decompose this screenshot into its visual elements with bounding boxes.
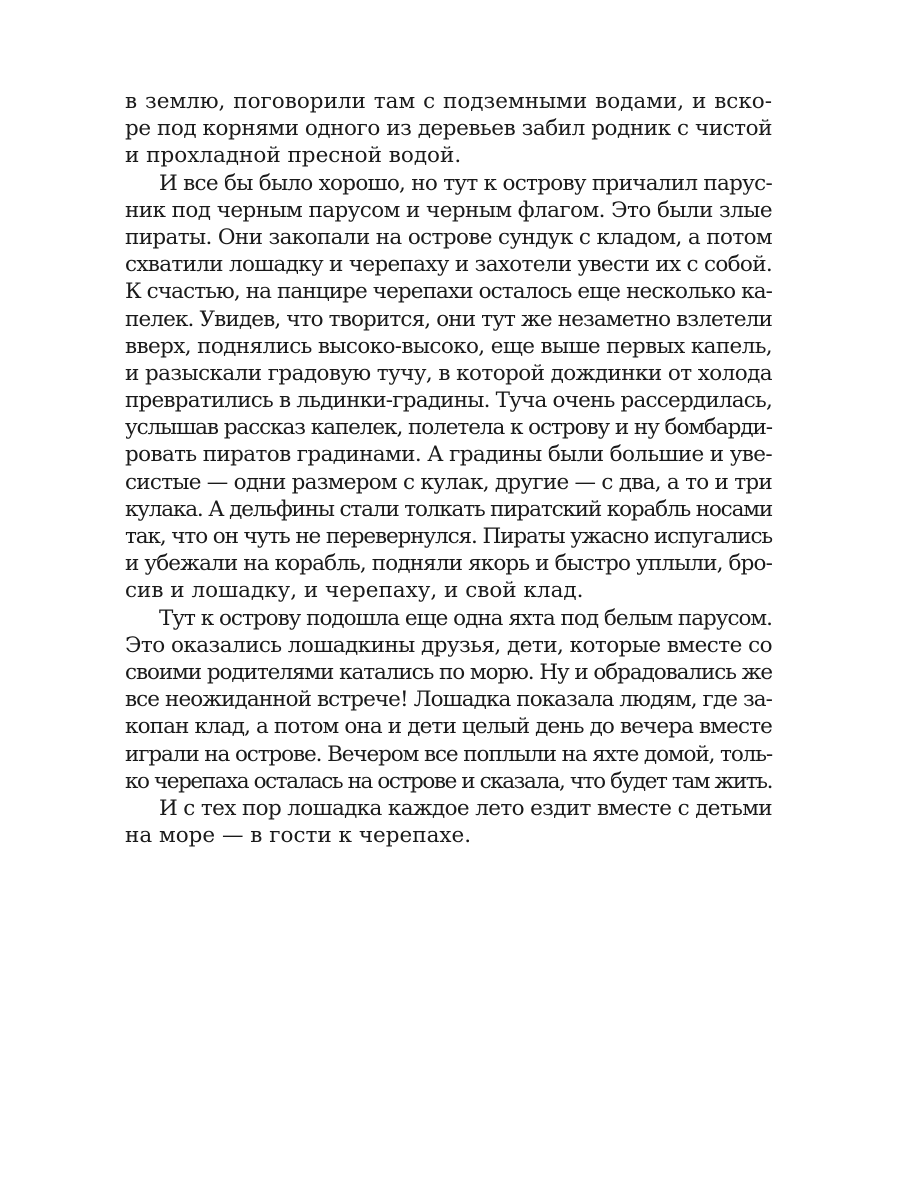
- text-line: превратились в льдинки-градины. Туча очень рассердилась,: [125, 388, 772, 414]
- text-line: так, что он чуть не перевернулся. Пираты ужасно испугались: [125, 524, 772, 549]
- text-line: играли на острове. Вечером все поплыли на яхте домой, толь-: [125, 741, 772, 767]
- text-line: ровать пиратов градинами. А градины были большие и уве-: [125, 442, 772, 468]
- text-line: на море — в гости к черепахе.: [125, 823, 472, 849]
- text-line: кулака. А дельфины стали толкать пиратский корабль носами: [125, 496, 772, 522]
- text-line: и убежали на корабль, подняли якорь и быстро уплыли, бро-: [125, 551, 772, 577]
- text-line: И все бы было хорошо, но тут к острову причалил парус-: [159, 170, 772, 196]
- paragraph: [125, 605, 772, 795]
- text-line: пираты. Они закопали на острове сундук с кладом, а потом: [125, 224, 772, 250]
- text-line: К счастью, на панцире черепахи осталось еще несколько ка-: [125, 279, 772, 305]
- text-line: копан клад, а потом она и дети целый день до вечера вместе: [125, 714, 772, 740]
- text-line: и разыскали градовую тучу, в которой дождинки от холода: [125, 360, 772, 386]
- text-line: услышав рассказ капелек, полетела к острову и ну бомбарди-: [125, 415, 772, 441]
- text-line: все неожиданной встрече! Лошадка показала людям, где за-: [125, 687, 772, 713]
- text-line: ко черепаха осталась на острове и сказала, что будет там жить.: [125, 768, 772, 794]
- text-line: в землю, поговорили там с подземными водами, и вско-: [125, 89, 772, 114]
- paragraph: [125, 88, 772, 170]
- text-line: ник под черным парусом и черным флагом. Это были злые: [125, 197, 772, 223]
- text-line: ре под корнями одного из деревьев забил родник с чистой: [125, 116, 772, 142]
- text-line: И с тех пор лошадка каждое лето ездит вместе с детьми: [159, 795, 772, 821]
- paragraph: [125, 795, 772, 849]
- text-line: и прохладной пресной водой.: [125, 143, 462, 169]
- text-line: схватили лошадку и черепаху и захотели увести их с собой.: [125, 252, 772, 278]
- text-line: систые — одни размером с кулак, другие — с два, а то и три: [125, 469, 772, 495]
- book-page-text: [125, 88, 772, 849]
- text-line: вверх, поднялись высоко-высоко, еще выше первых капель,: [125, 333, 772, 359]
- paragraph: [125, 170, 772, 605]
- text-line: Тут к острову подошла еще одна яхта под белым парусом.: [159, 605, 772, 631]
- text-line: своими родителями катались по морю. Ну и обрадовались же: [125, 659, 773, 685]
- text-line: Это оказались лошадкины друзья, дети, которые вместе со: [125, 632, 772, 658]
- text-line: пелек. Увидев, что творится, они тут же незаметно взлетели: [125, 306, 772, 332]
- text-line: сив и лошадку, и черепаху, и свой клад.: [125, 578, 584, 604]
